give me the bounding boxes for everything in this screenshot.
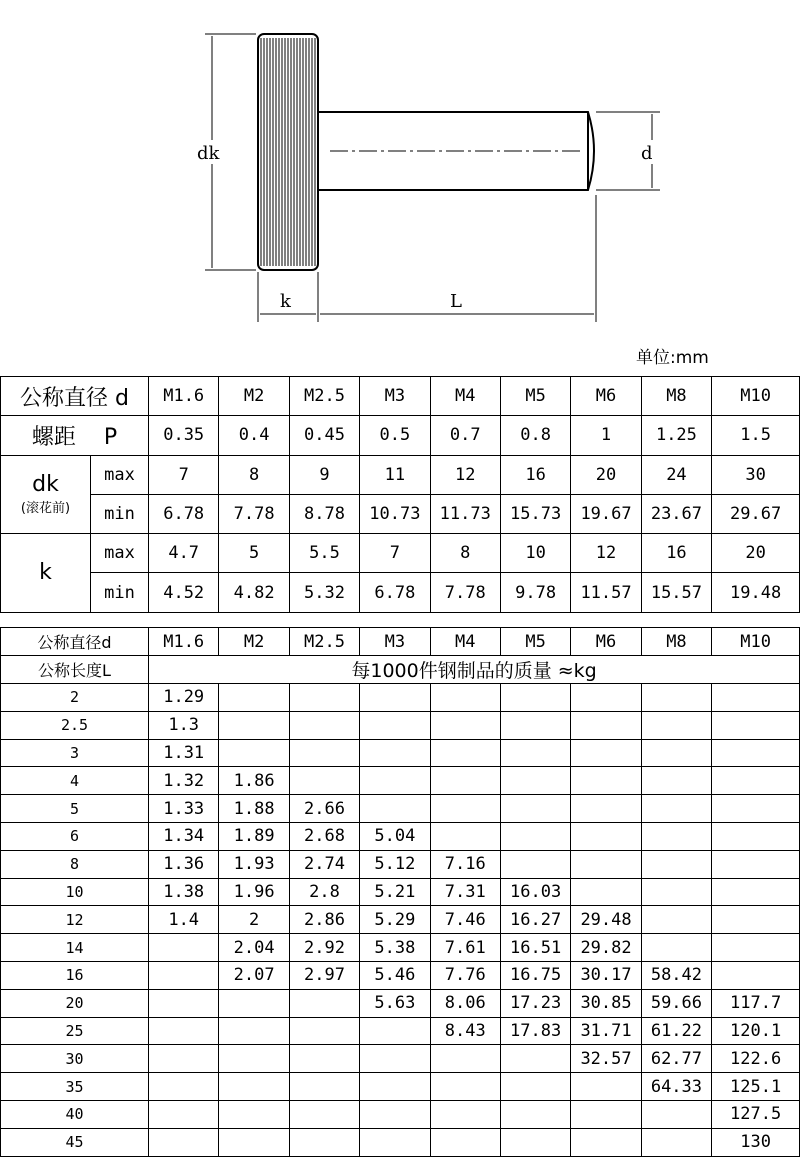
table-cell: 23.67	[641, 494, 711, 533]
mass-cell: 16.27	[500, 906, 570, 934]
mass-cell	[712, 906, 800, 934]
spec-table	[0, 376, 800, 613]
dk-label: dk	[197, 143, 220, 164]
table-cell: 0.5	[360, 416, 430, 455]
mass-cell	[289, 989, 359, 1017]
mass-cell	[219, 1128, 289, 1156]
table-cell: 5	[219, 534, 289, 573]
mass-cell: 7.46	[430, 906, 500, 934]
mass-cell	[219, 989, 289, 1017]
mass-cell: 1.36	[149, 850, 219, 878]
mass-cell: 62.77	[641, 1045, 711, 1073]
mass-cell	[430, 1100, 500, 1128]
mass-cell	[571, 1128, 641, 1156]
mass-cell: 1.88	[219, 795, 289, 823]
table-cell: 10	[500, 534, 570, 573]
mass-cell: 29.48	[571, 906, 641, 934]
max-label: max	[91, 455, 149, 494]
table-row	[1, 628, 800, 656]
mass-cell	[641, 878, 711, 906]
mass-cell: 122.6	[712, 1045, 800, 1073]
table-cell: 12	[571, 534, 641, 573]
pitch-label-cell	[1, 416, 149, 455]
mass-cell	[500, 739, 570, 767]
length-cell: 14	[1, 934, 149, 962]
size-header: M3	[360, 628, 430, 656]
length-cell: 3	[1, 739, 149, 767]
mass-cell: 16.51	[500, 934, 570, 962]
table-row	[1, 795, 800, 823]
length-cell: 25	[1, 1017, 149, 1045]
mass-cell	[430, 1073, 500, 1101]
length-cell: 4	[1, 767, 149, 795]
table-row	[1, 455, 800, 494]
mass-cell: 1.33	[149, 795, 219, 823]
mass-cell	[571, 1100, 641, 1128]
mass-cell	[712, 739, 800, 767]
mass-cell: 1.96	[219, 878, 289, 906]
mass-cell: 120.1	[712, 1017, 800, 1045]
table-cell: 7	[149, 455, 219, 494]
size-header: M5	[500, 377, 570, 416]
table-cell: 15.73	[500, 494, 570, 533]
mass-cell: 2.74	[289, 850, 359, 878]
mass-cell: 5.38	[360, 934, 430, 962]
mass-cell: 5.21	[360, 878, 430, 906]
mass-cell	[500, 1100, 570, 1128]
mass-cell	[289, 1100, 359, 1128]
mass-cell: 1.86	[219, 767, 289, 795]
mass-cell	[571, 850, 641, 878]
mass-cell	[430, 684, 500, 712]
mass-cell: 7.61	[430, 934, 500, 962]
size-header: M4	[430, 628, 500, 656]
mass-cell: 7.31	[430, 878, 500, 906]
table-cell: 0.8	[500, 416, 570, 455]
mass-cell	[712, 684, 800, 712]
table-cell: 24	[641, 455, 711, 494]
mass-cell	[289, 1073, 359, 1101]
pitch-label: 螺距	[31, 424, 76, 450]
mass-cell	[571, 1073, 641, 1101]
size-header: M1.6	[149, 377, 219, 416]
mass-cell: 5.63	[360, 989, 430, 1017]
mass-cell	[500, 822, 570, 850]
unit-label: 单位:mm	[636, 348, 709, 368]
mass-cell: 2.97	[289, 961, 359, 989]
mass-cell	[500, 1045, 570, 1073]
table-cell: 7	[360, 534, 430, 573]
mass-cell: 1.4	[149, 906, 219, 934]
mass-cell: 2.04	[219, 934, 289, 962]
table-cell: 4.82	[219, 573, 289, 612]
mass-cell	[430, 822, 500, 850]
mass-cell	[712, 961, 800, 989]
mass-cell	[712, 711, 800, 739]
table-cell: 0.7	[430, 416, 500, 455]
mass-cell: 1.29	[149, 684, 219, 712]
mass-cell: 17.23	[500, 989, 570, 1017]
mass-cell: 5.04	[360, 822, 430, 850]
mass-cell	[571, 711, 641, 739]
table-row	[1, 1128, 800, 1156]
table-cell: 11	[360, 455, 430, 494]
mass-cell	[641, 1100, 711, 1128]
table-cell: 11.73	[430, 494, 500, 533]
mass-cell	[289, 711, 359, 739]
mass-cell: 1.3	[149, 711, 219, 739]
mass-cell: 130	[712, 1128, 800, 1156]
mass-cell	[360, 711, 430, 739]
length-cell: 40	[1, 1100, 149, 1128]
table-row	[1, 822, 800, 850]
length-cell: 30	[1, 1045, 149, 1073]
mass-cell: 2.66	[289, 795, 359, 823]
mass-cell	[571, 739, 641, 767]
table-row	[1, 739, 800, 767]
mass-cell: 2.68	[289, 822, 359, 850]
table-cell: 19.67	[571, 494, 641, 533]
table-cell: 12	[430, 455, 500, 494]
table-cell: 1	[571, 416, 641, 455]
mass-cell	[430, 739, 500, 767]
mass-cell	[641, 767, 711, 795]
table-cell: 20	[712, 534, 800, 573]
table-cell: 4.7	[149, 534, 219, 573]
mass-cell	[500, 1073, 570, 1101]
table-cell: 6.78	[360, 573, 430, 612]
mass-cell: 2	[219, 906, 289, 934]
min-label: min	[91, 494, 149, 533]
table-row	[1, 850, 800, 878]
mass-cell	[712, 795, 800, 823]
mass-cell	[430, 1128, 500, 1156]
mass-table	[0, 627, 800, 1157]
table-cell: 20	[571, 455, 641, 494]
table-row	[1, 684, 800, 712]
mass-cell	[219, 711, 289, 739]
mass-cell: 2.07	[219, 961, 289, 989]
table-cell: 7.78	[430, 573, 500, 612]
mass-cell	[289, 1045, 359, 1073]
length-cell: 45	[1, 1128, 149, 1156]
table-cell: 8	[219, 455, 289, 494]
mass-cell	[289, 739, 359, 767]
table-cell: 5.32	[289, 573, 359, 612]
mass-cell: 125.1	[712, 1073, 800, 1101]
mass-cell	[641, 1128, 711, 1156]
max-label: max	[91, 534, 149, 573]
mass-cell	[712, 934, 800, 962]
dk-label: dk	[32, 472, 59, 498]
table-row	[1, 878, 800, 906]
mass-cell	[219, 1100, 289, 1128]
mass-cell: 64.33	[641, 1073, 711, 1101]
mass-cell: 5.46	[360, 961, 430, 989]
size-header: M2.5	[289, 628, 359, 656]
mass-cell: 1.93	[219, 850, 289, 878]
mass-cell	[219, 739, 289, 767]
mass-cell	[641, 822, 711, 850]
thumb-screw-diagram	[0, 0, 800, 340]
table-cell: 6.78	[149, 494, 219, 533]
length-cell: 12	[1, 906, 149, 934]
mass-cell: 31.71	[571, 1017, 641, 1045]
length-cell: 6	[1, 822, 149, 850]
mass-cell: 8.43	[430, 1017, 500, 1045]
header-cell: 公称长度L	[1, 656, 149, 684]
mass-cell	[500, 1128, 570, 1156]
mass-cell	[219, 684, 289, 712]
mass-cell: 7.16	[430, 850, 500, 878]
size-header: M4	[430, 377, 500, 416]
size-header: M8	[641, 628, 711, 656]
table-row	[1, 494, 800, 533]
mass-cell: 32.57	[571, 1045, 641, 1073]
mass-cell	[289, 1128, 359, 1156]
mass-cell: 1.34	[149, 822, 219, 850]
table-row	[1, 989, 800, 1017]
table-cell: 8	[430, 534, 500, 573]
table-cell: 10.73	[360, 494, 430, 533]
table-row	[1, 573, 800, 612]
table-cell: 1.5	[712, 416, 800, 455]
table-cell: 11.57	[571, 573, 641, 612]
table-row	[1, 934, 800, 962]
mass-cell	[641, 934, 711, 962]
mass-cell	[360, 1128, 430, 1156]
mass-cell	[149, 1017, 219, 1045]
size-header: M10	[712, 377, 800, 416]
table-cell: 0.4	[219, 416, 289, 455]
k-label: k	[1, 534, 91, 613]
table-row	[1, 1073, 800, 1101]
mass-cell	[360, 795, 430, 823]
table-row	[1, 534, 800, 573]
size-header: M6	[571, 628, 641, 656]
mass-cell	[571, 878, 641, 906]
mass-cell: 7.76	[430, 961, 500, 989]
size-header: M1.6	[149, 628, 219, 656]
mass-cell	[641, 906, 711, 934]
mass-cell	[289, 1017, 359, 1045]
header-cell: 公称直径 d	[1, 377, 149, 416]
mass-cell	[289, 767, 359, 795]
mass-cell: 17.83	[500, 1017, 570, 1045]
mass-cell	[149, 989, 219, 1017]
table-cell: 15.57	[641, 573, 711, 612]
mass-cell: 127.5	[712, 1100, 800, 1128]
mass-cell: 16.03	[500, 878, 570, 906]
table-cell: 1.25	[641, 416, 711, 455]
size-header: M2.5	[289, 377, 359, 416]
mass-cell	[430, 795, 500, 823]
mass-cell	[149, 934, 219, 962]
length-cell: 16	[1, 961, 149, 989]
size-header: M8	[641, 377, 711, 416]
table-cell: 8.78	[289, 494, 359, 533]
mass-cell: 5.12	[360, 850, 430, 878]
table-cell: 30	[712, 455, 800, 494]
mass-cell	[500, 767, 570, 795]
mass-cell: 8.06	[430, 989, 500, 1017]
mass-cell	[641, 711, 711, 739]
mass-cell	[571, 767, 641, 795]
length-cell: 35	[1, 1073, 149, 1101]
table-row	[1, 961, 800, 989]
pitch-symbol: P	[103, 424, 118, 450]
L-label: L	[450, 291, 462, 312]
length-cell: 2	[1, 684, 149, 712]
table-cell: 29.67	[712, 494, 800, 533]
d-label: d	[641, 143, 653, 164]
mass-cell	[360, 739, 430, 767]
mass-cell: 29.82	[571, 934, 641, 962]
size-header: M6	[571, 377, 641, 416]
mass-cell: 5.29	[360, 906, 430, 934]
mass-cell	[219, 1073, 289, 1101]
mass-cell	[641, 850, 711, 878]
mass-cell	[571, 795, 641, 823]
table-row	[1, 711, 800, 739]
table-cell: 7.78	[219, 494, 289, 533]
length-cell: 10	[1, 878, 149, 906]
mass-cell	[500, 850, 570, 878]
mass-cell: 30.85	[571, 989, 641, 1017]
mass-cell: 58.42	[641, 961, 711, 989]
mass-cell	[289, 684, 359, 712]
table-cell: 16	[641, 534, 711, 573]
dk-note: (滚花前)	[20, 501, 71, 517]
mass-cell	[149, 961, 219, 989]
mass-cell	[149, 1045, 219, 1073]
table-cell: 4.52	[149, 573, 219, 612]
mass-caption: 每1000件钢制品的质量 ≈kg	[149, 656, 800, 684]
mass-cell	[500, 684, 570, 712]
mass-cell: 2.86	[289, 906, 359, 934]
table-row	[1, 416, 800, 455]
table-cell: 5.5	[289, 534, 359, 573]
mass-cell: 1.38	[149, 878, 219, 906]
table-row	[1, 1045, 800, 1073]
length-cell: 8	[1, 850, 149, 878]
table-cell: 9	[289, 455, 359, 494]
mass-cell: 117.7	[712, 989, 800, 1017]
mass-cell: 16.75	[500, 961, 570, 989]
table-cell: 16	[500, 455, 570, 494]
header-cell: 公称直径d	[1, 628, 149, 656]
k-label: k	[280, 291, 291, 312]
mass-cell	[500, 711, 570, 739]
size-header: M2	[219, 628, 289, 656]
mass-cell	[712, 822, 800, 850]
mass-cell	[149, 1073, 219, 1101]
mass-cell	[571, 822, 641, 850]
mass-cell	[641, 795, 711, 823]
mass-cell	[219, 1017, 289, 1045]
mass-cell	[360, 1045, 430, 1073]
length-cell: 5	[1, 795, 149, 823]
table-row	[1, 1017, 800, 1045]
mass-cell	[641, 739, 711, 767]
mass-cell	[430, 1045, 500, 1073]
mass-cell: 1.31	[149, 739, 219, 767]
size-header: M3	[360, 377, 430, 416]
table-cell: 0.35	[149, 416, 219, 455]
mass-cell	[641, 684, 711, 712]
table-cell: 9.78	[500, 573, 570, 612]
table-row	[1, 1100, 800, 1128]
mass-cell	[219, 1045, 289, 1073]
length-cell: 2.5	[1, 711, 149, 739]
mass-cell	[712, 767, 800, 795]
table-cell: 0.45	[289, 416, 359, 455]
mass-cell: 1.89	[219, 822, 289, 850]
table-row	[1, 767, 800, 795]
mass-cell	[360, 767, 430, 795]
mass-cell	[712, 850, 800, 878]
mass-cell	[430, 767, 500, 795]
table-row	[1, 656, 800, 684]
table-cell: 19.48	[712, 573, 800, 612]
table-row	[1, 906, 800, 934]
mass-cell: 1.32	[149, 767, 219, 795]
length-cell: 20	[1, 989, 149, 1017]
mass-cell	[500, 795, 570, 823]
mass-cell: 61.22	[641, 1017, 711, 1045]
mass-cell	[360, 1073, 430, 1101]
mass-cell	[430, 711, 500, 739]
mass-cell	[360, 1017, 430, 1045]
mass-cell	[712, 878, 800, 906]
mass-cell: 59.66	[641, 989, 711, 1017]
size-header: M10	[712, 628, 800, 656]
mass-cell: 2.92	[289, 934, 359, 962]
mass-cell: 30.17	[571, 961, 641, 989]
mass-cell	[571, 684, 641, 712]
dk-label-cell	[1, 455, 91, 534]
size-header: M5	[500, 628, 570, 656]
mass-cell	[360, 684, 430, 712]
mass-cell: 2.8	[289, 878, 359, 906]
table-row	[1, 377, 800, 416]
min-label: min	[91, 573, 149, 612]
mass-cell	[149, 1128, 219, 1156]
mass-cell	[360, 1100, 430, 1128]
mass-cell	[149, 1100, 219, 1128]
size-header: M2	[219, 377, 289, 416]
